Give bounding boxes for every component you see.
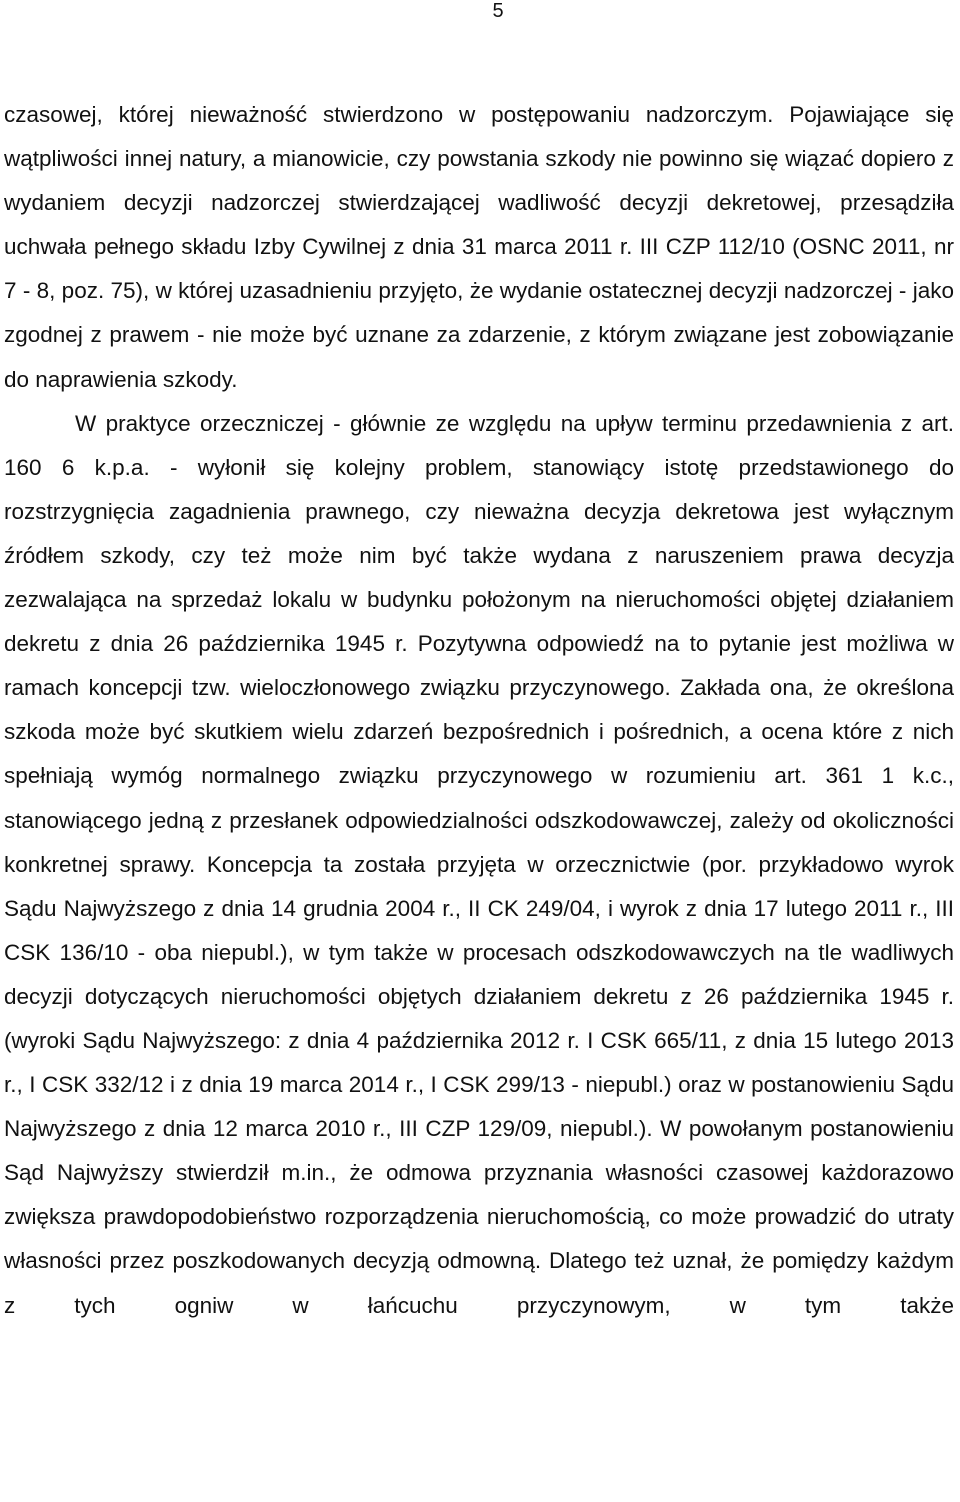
paragraph: W praktyce orzeczniczej - głównie ze względu na upływ terminu przedawnienia z art. 160 6 k.p.a. - wyłonił się kolejny problem, stanowiący istotę przedstawionego do rozstrzygnięcia zagadnienia prawnego, czy nieważna decyzja dekretowa jest wyłącznym źródłem szkody, czy też może nim być także wydana z naruszeniem prawa decyzja zezwalająca na sprzedaż lokalu w budynku położonym na nieruchomości objętej działaniem dekretu z dnia 26 października 1945 r. Pozytywna odpowiedź na to pytanie jest możliwa w ramach koncepcji tzw. wieloczłonowego związku przyczynowego. Zakłada ona, że określona szkoda może być skutkiem wielu zdarzeń bezpośrednich i pośrednich, a ocena które z nich spełniają wymóg normalnego związku przyczynowego w rozumieniu art. 361 1 k.c., stanowiącego jedną z przesłanek odpowiedzialności odszkodowawczej, zależy od okoliczności konkretnej sprawy. Koncepcja ta została przyjęta w orzecznictwie (por. przykładowo wyrok Sądu Najwyższego z dnia 14 grudnia 2004 r., II CK 249/04, i wyrok z dnia 17 lutego 2011 r., III CSK 136/10 - oba niepubl.), w tym także w procesach odszkodowawczych na tle wadliwych decyzji dotyczących nieruchomości objętych działaniem dekretu z 26 października 1945 r. (wyroki Sądu Najwyższego: z dnia 4 października 2012 r. I CSK 665/11, z dnia 15 lutego 2013 r., I CSK 332/12 i z dnia 19 marca 2014 r., I CSK 299/13 - niepubl.) oraz w postanowieniu Sądu Najwyższego z dnia 12 marca 2010 r., III CZP 129/09, niepubl.). W powołanym postanowieniu Sąd Najwyższy stwierdził m.in., że odmowa przyznania własności czasowej każdorazowo zwiększa prawdopodobieństwo rozporządzenia nieruchomością, co może prowadzić do utraty własności przez poszkodowanych decyzją odmowną. Dlatego też uznał, że pomiędzy każdym z tych ogniw w łańcuchu przyczynowym, w tym także [4,410,954,1318]
paragraph: czasowej, której nieważność stwierdzono w postępowaniu nadzorczym. Pojawiające się wątpliwości innej natury, a mianowicie, czy powstania szkody nie powinno się wiązać dopiero z wydaniem decyzji nadzorczej stwierdzającej wadliwość decyzji dekretowej, przesądziła uchwała pełnego składu Izby Cywilnej z dnia 31 marca 2011 r. III CZP 112/10 (OSNC 2011, nr 7 - 8, poz. 75), w której uzasadnieniu przyjęto, że wydanie ostatecznej decyzji nadzorczej - jako zgodnej z prawem - nie może być uznane za zdarzenie, z którym związane jest zobowiązanie do naprawienia szkody. [4,102,954,392]
page-number: 5 [492,0,504,22]
document-body [4,93,954,1328]
